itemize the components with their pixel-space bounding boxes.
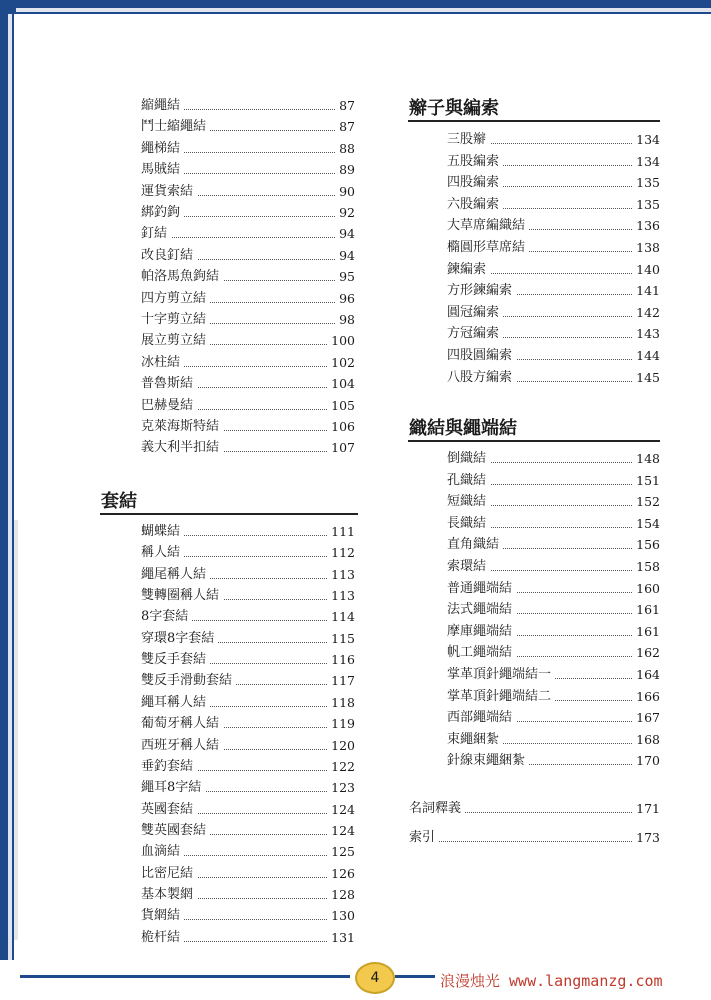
toc-entry[interactable]: [409, 829, 660, 847]
left-frame-stripe: [8, 14, 12, 960]
toc-entry-page: 168: [633, 731, 660, 749]
toc-entry-page: 115: [328, 630, 355, 648]
toc-entry-title: 8字套結: [141, 608, 192, 626]
toc-entry-title: 雙反手滑動套結: [141, 672, 236, 690]
toc-entry-title: 摩庫繩端結: [447, 623, 516, 641]
toc-entry-page: 164: [633, 666, 660, 684]
toc-entry-page: 116: [328, 651, 355, 669]
toc-entry-page: 135: [633, 174, 660, 192]
toc-entry-page: 89: [336, 161, 355, 179]
toc-entry-title: 直角織結: [447, 536, 503, 554]
toc-entry-title: 蝴蝶結: [141, 523, 184, 541]
toc-entry-title: 圓冠編索: [447, 304, 503, 322]
footer-rule-right: [395, 975, 435, 978]
toc-entry-page: 117: [328, 672, 355, 690]
toc-entry-title: 稱人結: [141, 544, 184, 562]
toc-entry-title: 垂釣套結: [141, 758, 197, 776]
toc-entry-title: 掌革頂針繩端結一: [447, 666, 555, 684]
toc-entry-title: 運貨索結: [141, 183, 197, 201]
toc-entry-title: 雙反手套結: [141, 651, 210, 669]
toc-entry-title: 掌革頂針繩端結二: [447, 688, 555, 706]
toc-entry-title: 釘結: [141, 225, 171, 243]
toc-entry-title: 四股編索: [447, 174, 503, 192]
section-heading-rule: [100, 513, 358, 515]
toc-entry-page: 113: [328, 566, 355, 584]
toc-entry-page: 118: [328, 694, 355, 712]
toc-entry[interactable]: [447, 369, 660, 387]
toc-entry-page: 161: [633, 601, 660, 619]
toc-entry-title: 方冠編索: [447, 325, 503, 343]
toc-entry-page: 102: [328, 354, 355, 372]
toc-entry-page: 111: [328, 523, 355, 541]
toc-entry-title: 三股辮: [447, 131, 490, 149]
toc-entry-page: 131: [328, 929, 355, 947]
section-heading: 辮子與編索: [409, 98, 499, 119]
toc-entry-title: 綁釣鉤: [141, 204, 184, 222]
toc-entry-title: 名詞釋義: [409, 800, 465, 818]
top-frame-stripe: [16, 8, 711, 12]
section-heading-rule: [408, 120, 660, 122]
toc-entry-title: 針線束繩綑紮: [447, 752, 529, 770]
toc-entry-page: 167: [633, 709, 660, 727]
toc-entry-page: 105: [328, 397, 355, 415]
toc-entry-page: 128: [328, 886, 355, 904]
toc-entry-page: 114: [328, 608, 355, 626]
toc-entry-title: 巴赫曼結: [141, 397, 197, 415]
toc-entry-page: 130: [328, 907, 355, 925]
toc-entry-page: 120: [328, 737, 355, 755]
section-heading-rule: [408, 440, 660, 442]
toc-entry-page: 134: [633, 153, 660, 171]
toc-entry-page: 96: [336, 290, 355, 308]
toc-entry-title: 八股方編索: [447, 369, 516, 387]
toc-entry-title: 大草席編織結: [447, 217, 529, 235]
toc-entry-title: 長織結: [447, 515, 490, 533]
toc-entry-page: 148: [633, 450, 660, 468]
toc-entry-title: 基本製網: [141, 886, 197, 904]
toc-entry-page: 125: [328, 843, 355, 861]
toc-entry-page: 126: [328, 865, 355, 883]
toc-entry-page: 100: [328, 332, 355, 350]
toc-entry-title: 束繩綑紮: [447, 731, 503, 749]
page-number-badge: 4: [355, 962, 395, 994]
toc-entry-title: 繩梯結: [141, 140, 184, 158]
toc-entry-title: 葡萄牙稱人結: [141, 715, 223, 733]
toc-entry-page: 170: [633, 752, 660, 770]
toc-entry-page: 173: [633, 829, 660, 847]
toc-entry-title: 普通繩端結: [447, 580, 516, 598]
toc-entry-page: 141: [633, 282, 660, 300]
toc-entry-title: 西部繩端結: [447, 709, 516, 727]
toc-entry-page: 112: [328, 544, 355, 562]
toc-entry[interactable]: [409, 800, 660, 818]
toc-entry-page: 135: [633, 196, 660, 214]
leader-dots: [141, 219, 355, 238]
toc-entry-page: 94: [336, 247, 355, 265]
section-heading: 織結與繩端結: [409, 418, 517, 439]
toc-entry[interactable]: [447, 752, 660, 770]
toc-entry-page: 151: [633, 472, 660, 490]
toc-entry-title: 帕洛馬魚鉤結: [141, 268, 223, 286]
toc-entry-title: 克萊海斯特結: [141, 418, 223, 436]
toc-entry-title: 橢圓形草席結: [447, 239, 529, 257]
toc-entry-page: 123: [328, 779, 355, 797]
toc-entry-title: 義大利半扣結: [141, 439, 223, 457]
toc-entry-title: 孔織結: [447, 472, 490, 490]
toc-entry-page: 136: [633, 217, 660, 235]
toc-entry-page: 94: [336, 225, 355, 243]
toc-entry-page: 161: [633, 623, 660, 641]
toc-entry-page: 140: [633, 261, 660, 279]
toc-entry-page: 171: [633, 800, 660, 818]
toc-entry-page: 113: [328, 587, 355, 605]
leader-dots: [409, 823, 660, 842]
toc-entry-page: 166: [633, 688, 660, 706]
toc-entry-title: 改良釘結: [141, 247, 197, 265]
toc-entry-page: 143: [633, 325, 660, 343]
toc-entry[interactable]: [141, 439, 355, 457]
toc-entry-title: 鬥士縮繩結: [141, 118, 210, 136]
toc-entry-page: 107: [328, 439, 355, 457]
toc-entry-title: 十字剪立結: [141, 311, 210, 329]
toc-entry-page: 95: [336, 268, 355, 286]
toc-entry-page: 156: [633, 536, 660, 554]
toc-entry-page: 119: [328, 715, 355, 733]
toc-entry-page: 152: [633, 493, 660, 511]
toc-entry-title: 血滴結: [141, 843, 184, 861]
toc-entry-page: 158: [633, 558, 660, 576]
toc-entry-page: 138: [633, 239, 660, 257]
toc-entry-title: 繩耳稱人結: [141, 694, 210, 712]
toc-entry-title: 西班牙稱人結: [141, 737, 223, 755]
toc-entry-page: 162: [633, 644, 660, 662]
toc-entry-title: 六股編索: [447, 196, 503, 214]
toc-entry-title: 短織結: [447, 493, 490, 511]
toc-entry-title: 繩耳8字結: [141, 779, 205, 797]
toc-entry-title: 雙轉圈稱人結: [141, 587, 223, 605]
toc-entry-page: 154: [633, 515, 660, 533]
toc-entry-page: 98: [336, 311, 355, 329]
toc-entry-title: 繩尾稱人結: [141, 566, 210, 584]
toc-entry-title: 比密尼結: [141, 865, 197, 883]
toc-entry-title: 貨網結: [141, 907, 184, 925]
toc-entry-page: 124: [328, 801, 355, 819]
toc-entry-page: 144: [633, 347, 660, 365]
toc-entry-title: 冰柱結: [141, 354, 184, 372]
toc-entry-page: 160: [633, 580, 660, 598]
toc-entry-title: 五股編索: [447, 153, 503, 171]
toc-entry[interactable]: [141, 929, 355, 947]
toc-entry-page: 134: [633, 131, 660, 149]
toc-entry-title: 馬賊結: [141, 161, 184, 179]
toc-entry-title: 倒織結: [447, 450, 490, 468]
toc-entry-page: 92: [336, 204, 355, 222]
footer-rule-left: [20, 975, 350, 978]
toc-entry-title: 縮繩結: [141, 97, 184, 115]
toc-entry-page: 122: [328, 758, 355, 776]
toc-entry-page: 88: [336, 140, 355, 158]
toc-entry-title: 英國套結: [141, 801, 197, 819]
toc-entry-title: 鍊編索: [447, 261, 490, 279]
toc-entry-title: 四股圓編索: [447, 347, 516, 365]
toc-entry-title: 帆工繩端結: [447, 644, 516, 662]
toc-entry-title: 索引: [409, 829, 439, 847]
toc-entry-title: 展立剪立結: [141, 332, 210, 350]
toc-entry-title: 桅杆結: [141, 929, 184, 947]
toc-entry-page: 90: [336, 183, 355, 201]
toc-entry-page: 145: [633, 369, 660, 387]
toc-entry-title: 四方剪立結: [141, 290, 210, 308]
watermark-text: 浪漫烛光 www.langmanzg.com: [440, 972, 663, 990]
toc-entry-page: 104: [328, 375, 355, 393]
toc-entry-title: 索環結: [447, 558, 490, 576]
toc-entry-title: 普魯斯結: [141, 375, 197, 393]
toc-entry-title: 法式繩端結: [447, 601, 516, 619]
toc-entry-page: 142: [633, 304, 660, 322]
toc-entry-page: 87: [336, 118, 355, 136]
toc-entry-page: 106: [328, 418, 355, 436]
toc-entry-page: 87: [336, 97, 355, 115]
toc-entry-page: 124: [328, 822, 355, 840]
toc-entry-title: 雙英國套結: [141, 822, 210, 840]
toc-entry-title: 穿環8字套結: [141, 630, 218, 648]
toc-entry-title: 方形鍊編索: [447, 282, 516, 300]
section-heading: 套結: [101, 491, 137, 512]
